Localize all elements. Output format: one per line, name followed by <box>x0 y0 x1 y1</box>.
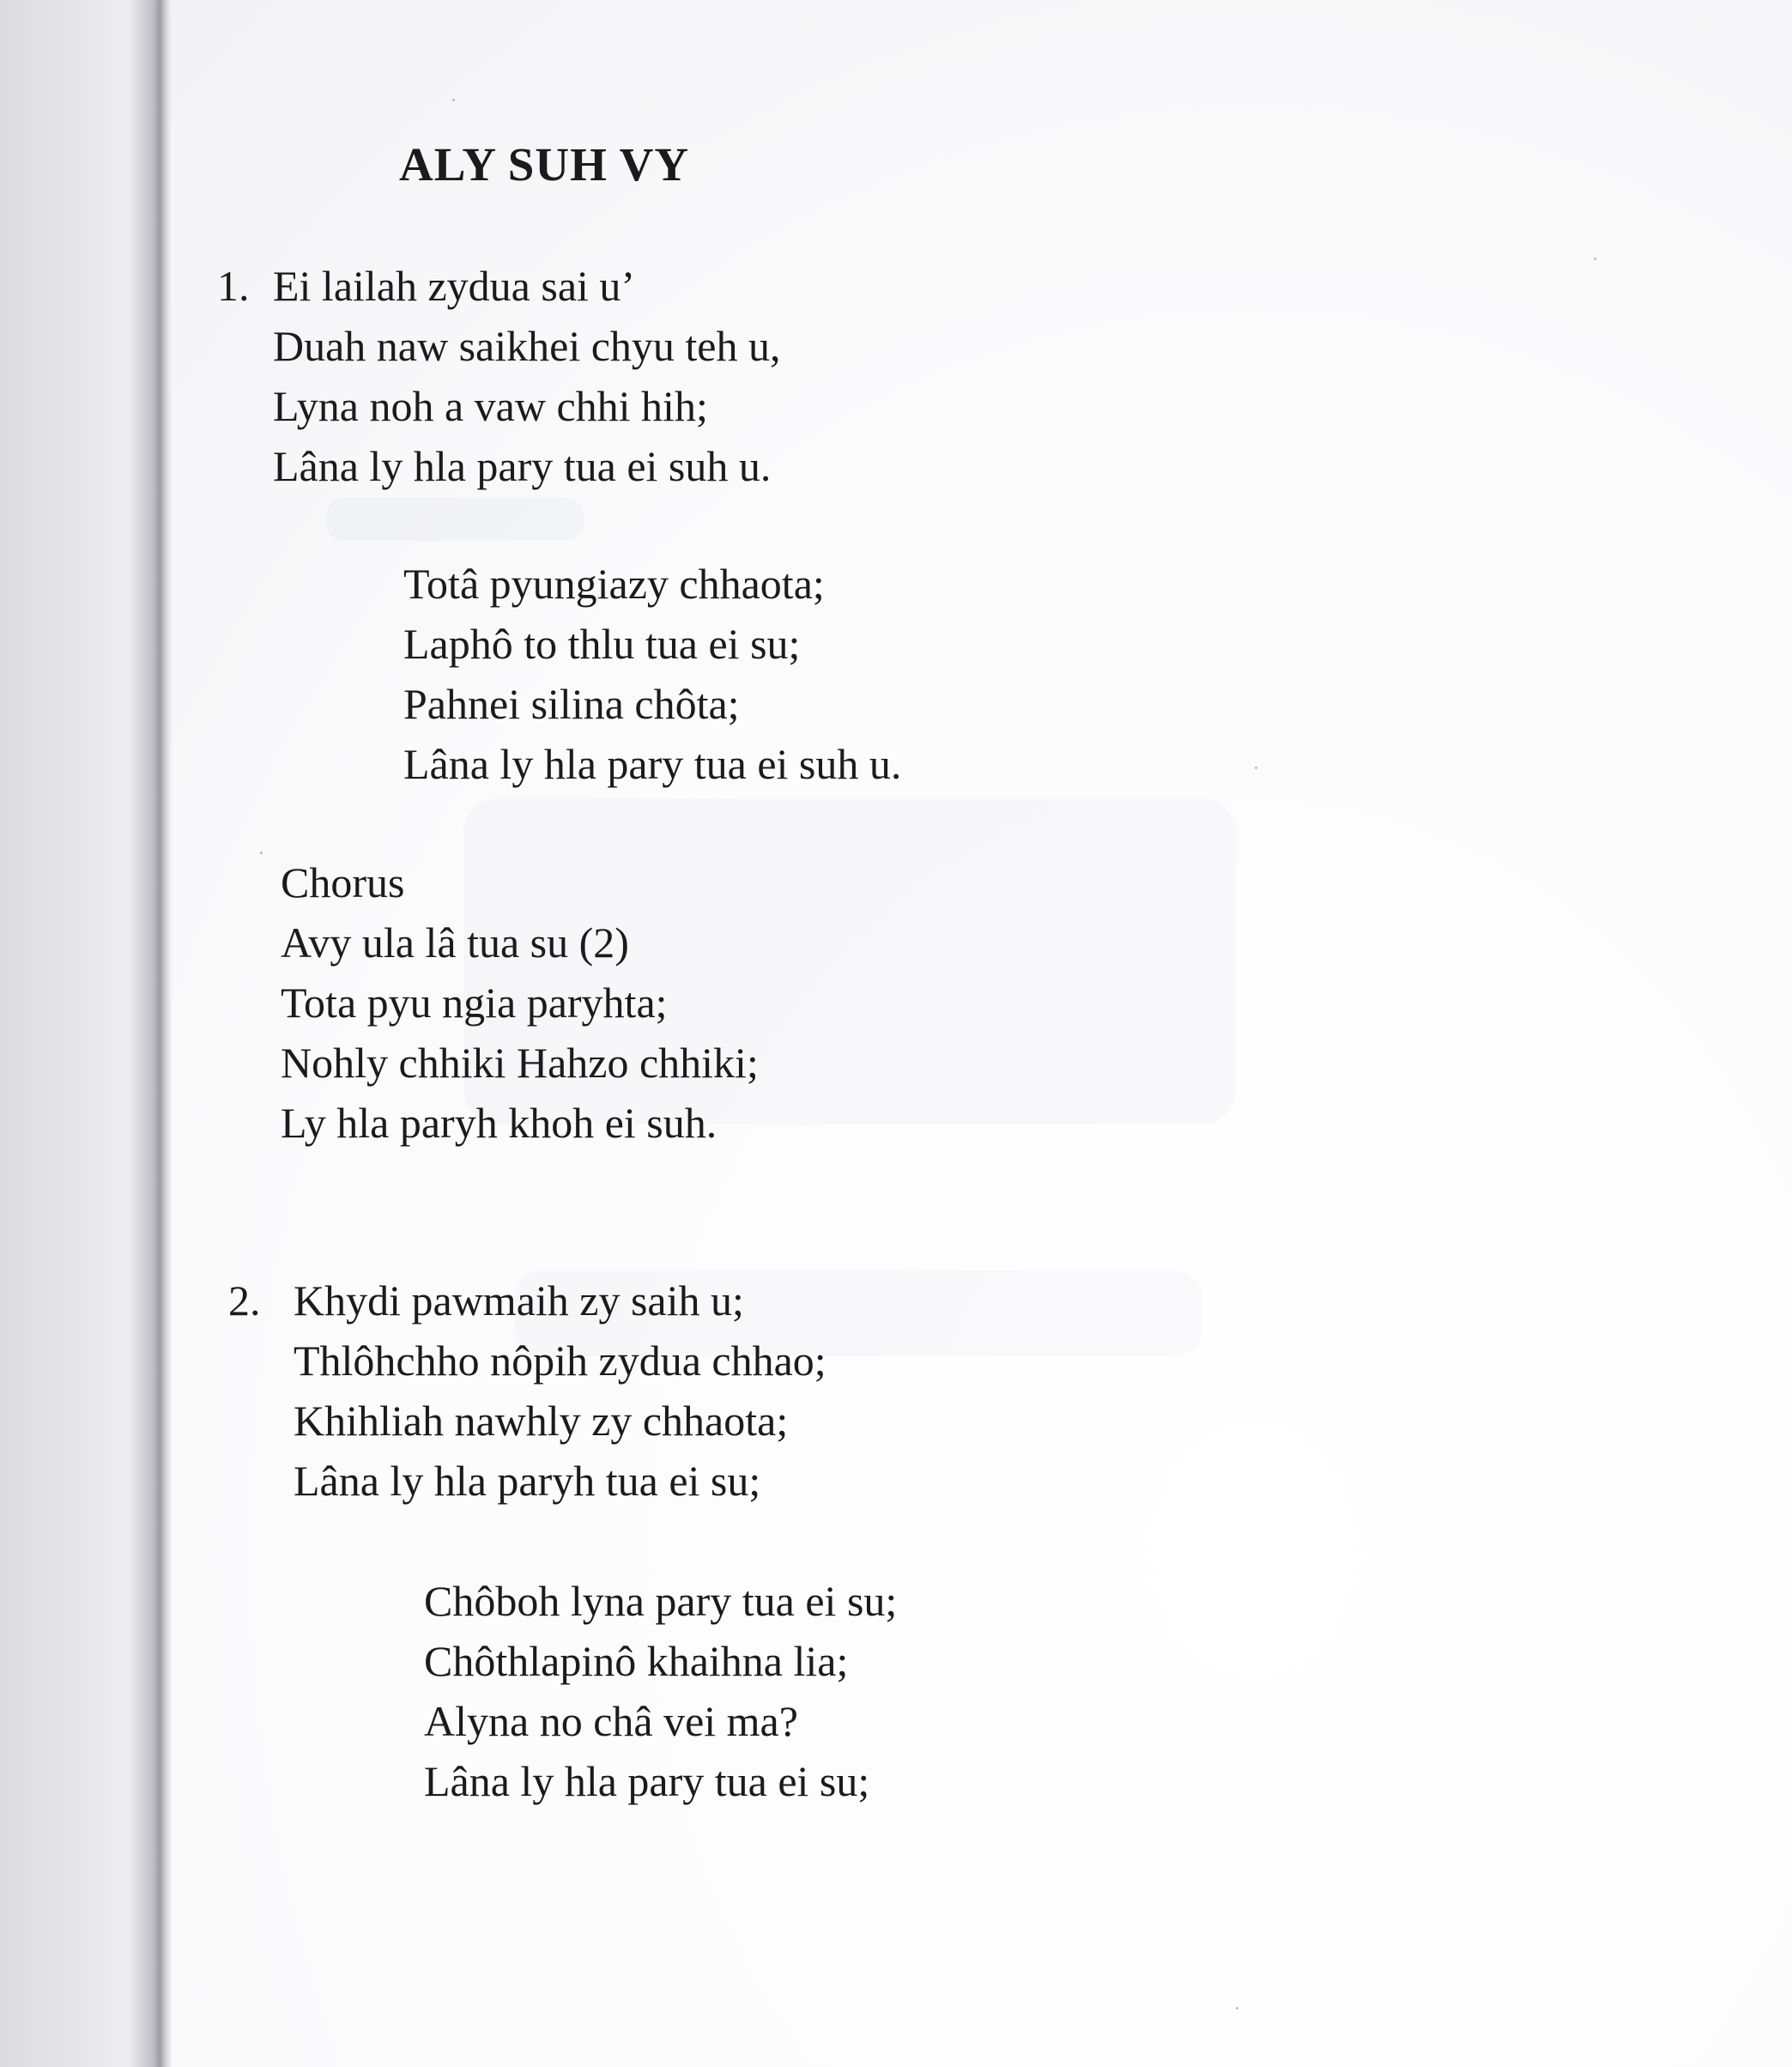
verse-2-number: 2. <box>228 1276 261 1324</box>
speck <box>452 99 455 101</box>
show-through-smudge <box>326 498 584 541</box>
chorus-line: Ly hla paryh khoh ei suh. <box>281 1099 717 1147</box>
verse-line: Ei lailah zydua sai u’ <box>273 262 636 310</box>
verse-line: Khydi pawmaih zy saih u; <box>294 1276 744 1324</box>
speck <box>1255 767 1257 769</box>
verse-line: Lâna ly hla pary tua ei suh u. <box>273 442 772 490</box>
verse-line: Duah naw saikhei chyu teh u, <box>273 322 781 370</box>
verse-line: Lâna ly hla paryh tua ei su; <box>294 1457 761 1505</box>
chorus-label: Chorus <box>281 858 405 906</box>
verse-1-refrain <box>403 554 901 794</box>
refrain-line: Chôthlapinô khaihna lia; <box>424 1637 849 1685</box>
speck <box>260 852 263 854</box>
speck <box>1594 258 1596 260</box>
chorus-line: Nohly chhiki Hahzo chhiki; <box>281 1039 759 1087</box>
refrain-line: Alyna no châ vei ma? <box>424 1697 798 1745</box>
verse-line: Khihliah nawhly zy chhaota; <box>294 1397 789 1445</box>
refrain-line: Totâ pyungiazy chhaota; <box>403 560 825 608</box>
song-title: ALY SUH VY <box>399 138 690 191</box>
verse-line: Thlôhchho nôpih zydua chhao; <box>294 1337 826 1385</box>
chorus-line: Avy ula lâ tua su (2) <box>281 918 629 967</box>
chorus-line: Tota pyu ngia paryhta; <box>281 979 668 1027</box>
chorus <box>281 852 759 1153</box>
binding-gutter <box>0 0 172 2067</box>
refrain-line: Lâna ly hla pary tua ei suh u. <box>403 740 902 788</box>
speck <box>1236 2007 1238 2009</box>
verse-2 <box>294 1270 826 1511</box>
verse-line: Lyna noh a vaw chhi hih; <box>273 382 708 430</box>
refrain-line: Laphô to thlu tua ei su; <box>403 620 801 668</box>
refrain-line: Chôboh lyna pary tua ei su; <box>424 1577 898 1625</box>
verse-1-number: 1. <box>217 262 250 310</box>
verse-1 <box>273 256 781 496</box>
refrain-line: Pahnei silina chôta; <box>403 680 740 728</box>
verse-2-refrain <box>424 1571 897 1811</box>
refrain-line: Lâna ly hla pary tua ei su; <box>424 1757 870 1805</box>
